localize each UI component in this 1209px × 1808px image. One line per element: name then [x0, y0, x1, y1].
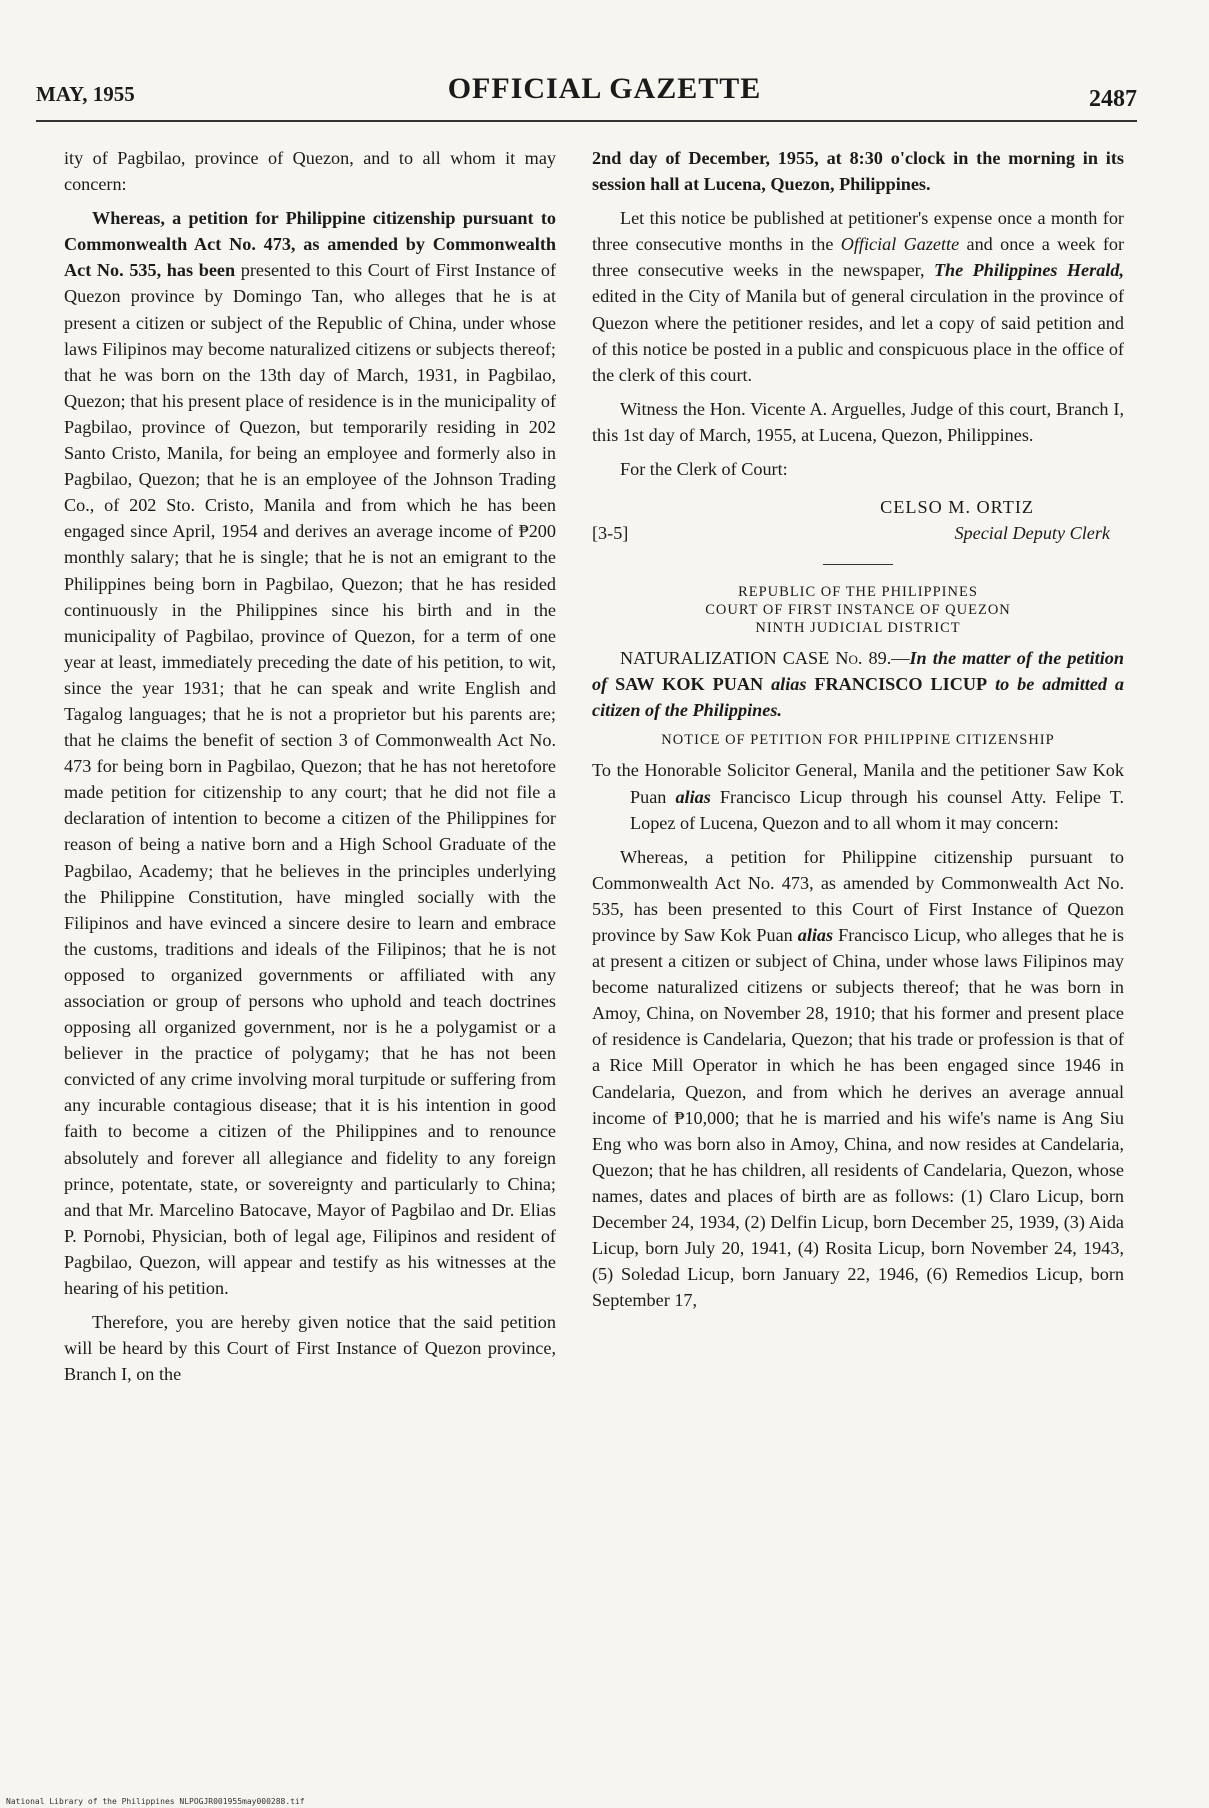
petition-body: presented to this Court of First Instance of Quezon province by Domingo Tan, who alleges that he is at present a citizen or subject of the Republic of China, under whose laws Filipinos may become naturalized citizens or subjects thereof; that he was born on the 13th day of March, 1931, in Pagbilao, Quezon; that his present place of residence is in the municipality of Pagbilao, province of Quezon, but temporarily residing in 202 Santo Cristo, Manila, for being an employee and formerly also in Pagbilao, Quezon; that he is an employee of the Johnson Trading Co., of 202 Sto. Cristo, Manila and from which he has been engaged since April, 1954 and derives an average income of ₱200 monthly salary; that he is single; that he is not an emigrant to the Philippines being born in Pagbilao, Quezon; that he has resided continuously in the Philippines since his birth and in the municipality of Pagbilao, province of Quezon, for a term of one year at least, immediately preceding the date of his petition, to wit, since the year 1931; that he can speak and write English and Tagalog languages; that he is not a proprietor but his parents are; that he claims the benefit of section 3 of Commonwealth Act No. 473 for being born in Pagbilao, Quezon; that he has not heretofore made petition for citizenship to any court; that he did not file a declaration of intention to become a citizen of the Philippines for reason of being a native born and a High School Graduate of the Pagbilao, Academy; that he believes in the principles underlying the Philippine Constitution, have mingled socially with the Filipinos and have evinced a sincere desire to learn and embrace the customs, traditions and ideals of the Filipinos; that he is not opposed to organized governments or affiliated with any association or group of persons who uphold and teach doctrines opposing all organized government, nor is he a polygamist or a believer in the practice of polygamy; that he has not been convicted of any crime involving moral turpitude or suffering from any incurable contagious disease; that it is his intention in good faith to become a citizen of the Philippines and to renounce absolutely and forever all allegiance and fidelity to any foreign prince, potentate, state, or sovereignty and particularly to China; and that Mr. Marcelino Batocave, Mayor of Pagbilao and Dr. Elias P. Pornobi, Physician, both of legal age, Filipinos and resident of Pagbilao, Quezon, will appear and testify as his witnesses at the hearing of his petition. — [64, 260, 556, 1299]
court-heading — [592, 583, 1124, 637]
therefore-paragraph: Therefore, you are hereby given notice that the said petition will be heard by this Court of First Instance of Quezon province, Branch I, on the — [64, 1312, 556, 1385]
hearing-date: 2nd day of December, 1955, at 8:30 o'clock in the morning in its session hall at Lucena, Quezon, Philippines. — [592, 148, 1124, 195]
signature-block — [592, 494, 1124, 554]
whereas-paragraph — [64, 205, 556, 1301]
right-column — [592, 145, 1124, 1313]
court-line-republic: REPUBLIC OF THE PHILIPPINES — [738, 584, 978, 601]
page-header — [0, 0, 1209, 120]
publication-order: Let this notice be published at petitioner's expense once a month for three consecutive months in the Official Gazette and once a week for three consecutive weeks in the newspaper, The Philippines Herald, edited in the City of Manila but of general circulation in the province of Quezon where the petitioner resides, and let a copy of said petition and of this notice be posted in a public and conspicuous place in the office of the clerk of this court. — [592, 208, 1125, 385]
petitioner-alias: FRANCISCO LICUP — [814, 674, 988, 695]
scan-source-footer: National Library of the Philippines NLPOGJR001955may000288.tif — [6, 1797, 305, 1806]
petitioner-name: SAW KOK PUAN — [615, 674, 764, 695]
whereas-lead: Whereas, a petition for Philippine citizenship pursuant to Commonwealth Act No. 473, as amended by Commonwealth Act No. 535, has been — [64, 208, 556, 281]
header-rule — [36, 120, 1137, 122]
signatory-name: CELSO M. ORTIZ — [880, 497, 1034, 518]
notice-heading: NOTICE OF PETITION FOR PHILIPPINE CITIZENSHIP — [661, 732, 1055, 749]
publication-title: OFFICIAL GAZETTE — [447, 72, 762, 105]
section-divider — [823, 564, 893, 565]
opening-address: ity of Pagbilao, province of Quezon, and to all whom it may concern: — [64, 148, 556, 195]
case-label: NATURALIZATION CASE No. 89.— — [620, 648, 910, 669]
for-clerk: For the Clerk of Court: — [620, 459, 788, 480]
left-column — [64, 145, 556, 1387]
page-number: 2487 — [1089, 86, 1137, 112]
newspaper-name: The Philippines Herald, — [933, 260, 1124, 281]
whereas-paragraph-2: Whereas, a petition for Philippine citizenship pursuant to Commonwealth Act No. 473, as amended by Commonwealth Act No. 535, has been presented to this Court of First Instance of Quezon province by Saw Kok Puan alias Francisco Licup, who alleges that he is at present a citizen or subject of China, under whose laws Filipinos may become naturalized citizens or subjects thereof; that he was born in Amoy, China, on November 28, 1910; that his former and present place of residence is Candelaria, Quezon; that his trade or profession is that of a Rice Mill Operator in which he has been engaged since 1946 in Candelaria, Quezon, and from which he derives an average annual income of ₱10,000; that he is married and his wife's name is Ang Siu Eng who was born also in Amoy, China, and now resides at Candelaria, Quezon; that he has children, all residents of Candelaria, Quezon, whose names, dates and places of birth are as follows: (1) Claro Licup, born December 24, 1934, (2) Delfin Licup, born December 25, 1939, (3) Aida Licup, born July 20, 1941, (4) Rosita Licup, born November 24, 1943, (5) Soledad Licup, born January 22, 1946, (6) Remedios Licup, born September 17, — [592, 846, 1125, 1311]
issue-date: MAY, 1955 — [36, 82, 135, 106]
gazette-name: Official Gazette — [840, 234, 960, 255]
issue-code: [3-5] — [592, 523, 629, 544]
addressee-paragraph: To the Honorable Solicitor General, Manila and the petitioner Saw Kok Puan alias Francisco Licup through his counsel Atty. Felipe T. Lopez of Lucena, Quezon and to all whom it may concern: — [592, 760, 1125, 833]
court-line-district: NINTH JUDICIAL DISTRICT — [755, 620, 961, 637]
signatory-title: Special Deputy Clerk — [954, 523, 1110, 544]
case-caption: NATURALIZATION CASE No. 89.—In the matter of the petition of SAW KOK PUAN alias FRANCISCO LICUP to be admitted a citizen of the Philippines. — [592, 648, 1125, 721]
witness-paragraph: Witness the Hon. Vicente A. Arguelles, Judge of this court, Branch I, this 1st day of March, 1955, at Lucena, Quezon, Philippines. — [592, 398, 1124, 445]
court-line-name: COURT OF FIRST INSTANCE OF QUEZON — [705, 602, 1011, 619]
